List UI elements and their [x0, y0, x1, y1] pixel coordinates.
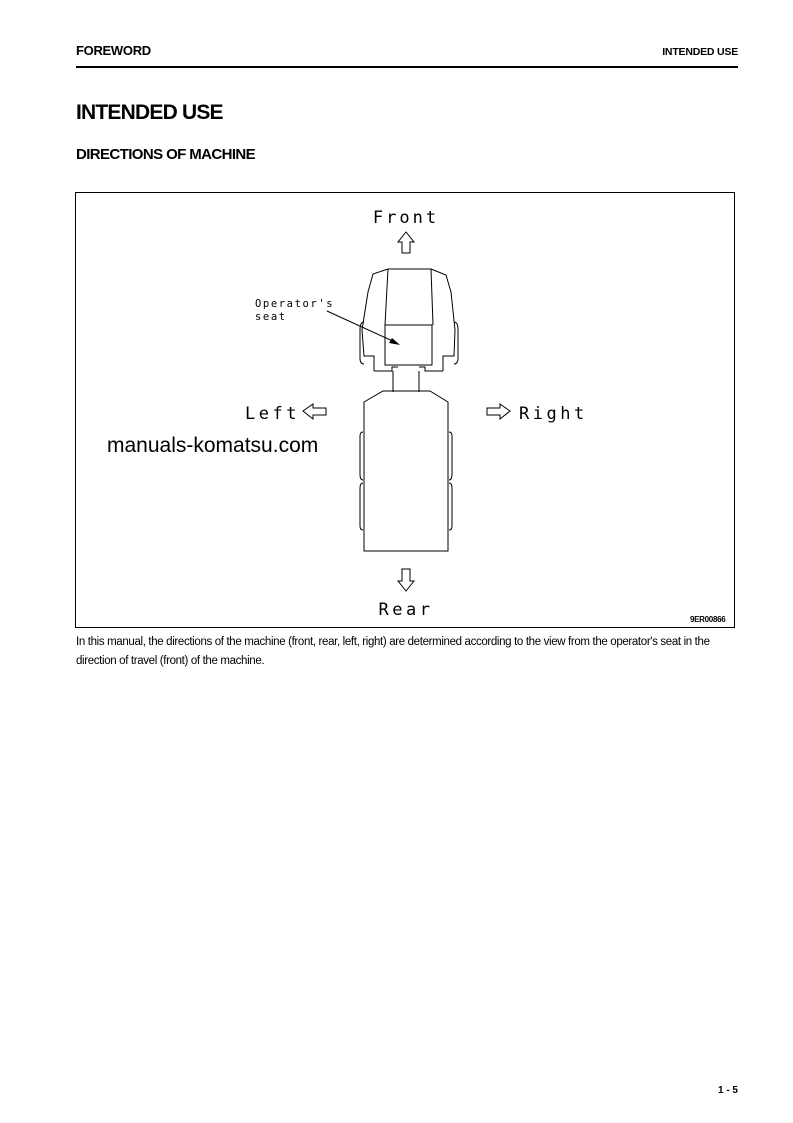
arrow-left-icon	[303, 404, 326, 419]
page-title: INTENDED USE	[76, 101, 223, 124]
operator-seat-label-line1: Operator's	[255, 298, 335, 310]
leader-arrow-icon	[327, 311, 400, 345]
arrow-down-icon	[398, 569, 414, 591]
front-label: Front	[372, 208, 440, 228]
operator-seat-label-line2: seat	[255, 311, 287, 323]
right-label: Right	[519, 404, 588, 424]
body-paragraph: In this manual, the directions of the machine (front, rear, left, right) are determined according to the view from the operator's seat in the direction of travel (front) of the machine.	[76, 636, 710, 667]
figure-id: 9ER00866	[690, 615, 726, 624]
page-number: 1 - 5	[717, 1085, 738, 1096]
arrow-up-icon	[398, 232, 414, 253]
watermark: manuals-komatsu.com	[107, 434, 319, 457]
left-label: Left	[245, 404, 300, 424]
header-section: FOREWORD	[76, 43, 151, 58]
machine-rear-section	[360, 391, 452, 551]
rear-label: Rear	[378, 600, 434, 620]
machine-front-section	[360, 269, 458, 392]
arrow-right-icon	[487, 404, 510, 419]
section-title: DIRECTIONS OF MACHINE	[76, 146, 256, 163]
header-chapter: INTENDED USE	[662, 46, 738, 58]
